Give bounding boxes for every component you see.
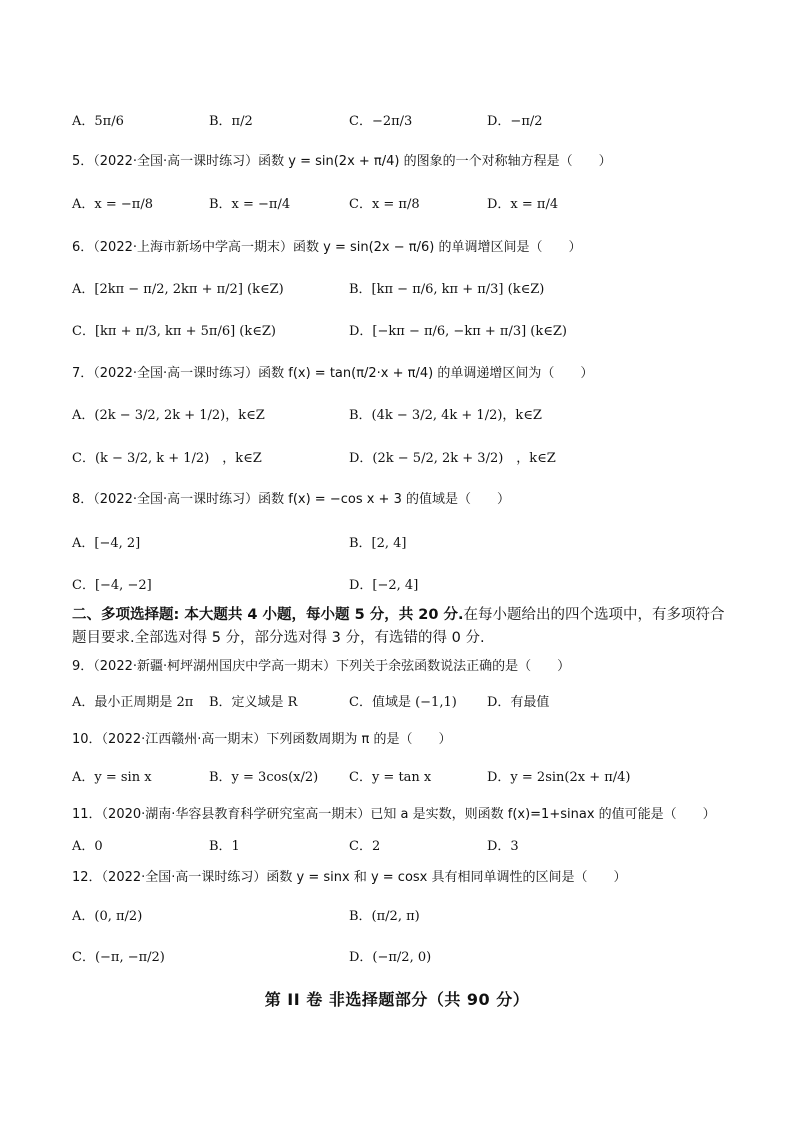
question-stem: 12．（2022·全国·高一课时练习）函数 y = sinx 和 y = cosx 具有相同单调性的区间是（ ） bbox=[72, 870, 627, 885]
option-a: A．5π/6 bbox=[72, 114, 124, 129]
question-stem: 8．（2022·全国·高一课时练习）函数 f(x) = −cos x + 3 的值域是（ ） bbox=[72, 492, 510, 507]
option-a: A．[2kπ − π/2, 2kπ + π/2] (k∈Z) bbox=[72, 282, 284, 297]
option-d: D．[−2, 4] bbox=[349, 578, 419, 593]
option-c: C．(k − 3/2, k + 1/2) ，k∈Z bbox=[72, 451, 262, 466]
option-b: B．y = 3cos(x/2) bbox=[209, 770, 319, 785]
option-c: C．[kπ + π/3, kπ + 5π/6] (k∈Z) bbox=[72, 324, 276, 339]
option-c: C．−2π/3 bbox=[349, 114, 413, 129]
question-stem: 9．（2022·新疆·柯坪湖州国庆中学高一期末）下列关于余弦函数说法正确的是（ ） bbox=[72, 659, 571, 674]
option-c: C．y = tan x bbox=[349, 770, 432, 785]
question-stem: 10．（2022·江西赣州·高一期末）下列函数周期为 π 的是（ ） bbox=[72, 732, 452, 747]
option-d: D．x = π/4 bbox=[487, 197, 559, 212]
option-b: B．π/2 bbox=[209, 114, 253, 129]
option-a: A．(0, π/2) bbox=[72, 909, 143, 924]
option-a: A．[−4, 2] bbox=[72, 536, 141, 551]
option-a: A．最小正周期是 2π bbox=[72, 695, 194, 710]
option-d: D．3 bbox=[487, 839, 519, 854]
question-stem: 7．（2022·全国·高一课时练习）函数 f(x) = tan(π/2·x + π/4) 的单调递增区间为（ ） bbox=[72, 366, 594, 381]
option-d: D．(2k − 5/2, 2k + 3/2) ，k∈Z bbox=[349, 451, 556, 466]
option-d: D．[−kπ − π/6, −kπ + π/3] (k∈Z) bbox=[349, 324, 567, 339]
option-b: B．(π/2, π) bbox=[349, 909, 420, 924]
option-c: C．2 bbox=[349, 839, 381, 854]
section-heading bbox=[72, 604, 734, 650]
option-c: C．[−4, −2] bbox=[72, 578, 152, 593]
option-b: B．(4k − 3/2, 4k + 1/2)，k∈Z bbox=[349, 408, 542, 423]
option-c: C．(−π, −π/2) bbox=[72, 950, 165, 965]
option-d: D．(−π/2, 0) bbox=[349, 950, 432, 965]
option-b: B．[2, 4] bbox=[349, 536, 407, 551]
section-heading-text: 在每小题给出的四个选项中，有多项符合题目要求.全部选对得 5 分，部分选对得 3 分，有选错的得 0 分. bbox=[72, 607, 725, 646]
option-a: A．(2k − 3/2, 2k + 1/2)，k∈Z bbox=[72, 408, 265, 423]
part-title: 第 II 卷 非选择题部分（共 90 分） bbox=[264, 990, 530, 1009]
question-stem: 6．（2022·上海市新场中学高一期末）函数 y = sin(2x − π/6) 的单调增区间是（ ） bbox=[72, 240, 582, 255]
option-b: B．x = −π/4 bbox=[209, 197, 291, 212]
option-d: D．−π/2 bbox=[487, 114, 543, 129]
option-a: A．y = sin x bbox=[72, 770, 152, 785]
option-a: A．0 bbox=[72, 839, 103, 854]
option-d: D．有最值 bbox=[487, 695, 550, 710]
option-c: C．值域是 (−1,1) bbox=[349, 695, 457, 710]
question-stem: 11．（2020·湖南·华容县教育科学研究室高一期末）已知 a 是实数，则函数 f(x)=1+sinax 的值可能是（ ） bbox=[72, 807, 716, 822]
option-a: A．x = −π/8 bbox=[72, 197, 153, 212]
option-d: D．y = 2sin(2x + π/4) bbox=[487, 770, 631, 785]
section-heading-bold: 二、多项选择题: 本大题共 4 小题，每小题 5 分，共 20 分. bbox=[72, 607, 464, 623]
option-b: B．1 bbox=[209, 839, 240, 854]
question-stem: 5．（2022·全国·高一课时练习）函数 y = sin(2x + π/4) 的图象的一个对称轴方程是（ ） bbox=[72, 154, 612, 169]
option-b: B．定义域是 R bbox=[209, 695, 298, 710]
option-b: B．[kπ − π/6, kπ + π/3] (k∈Z) bbox=[349, 282, 545, 297]
option-c: C．x = π/8 bbox=[349, 197, 420, 212]
